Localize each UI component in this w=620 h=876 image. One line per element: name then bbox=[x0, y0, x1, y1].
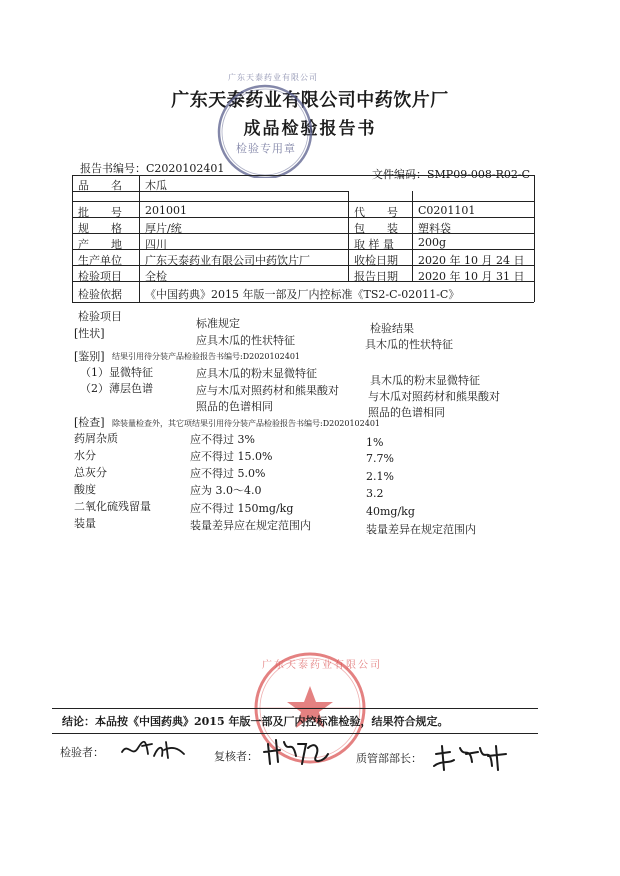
name-value: 木瓜 bbox=[145, 179, 167, 192]
micro-result: 具木瓜的粉末显微特征 bbox=[370, 374, 480, 387]
pack-value: 塑料袋 bbox=[418, 222, 451, 235]
spec-label: 规 格 bbox=[78, 222, 122, 235]
company-seal-text: 广东天泰药业有限公司 bbox=[262, 660, 382, 671]
pack-label: 包 装 bbox=[354, 222, 398, 235]
item-label: 检验项目 bbox=[78, 270, 122, 283]
reviewer-label: 复核者： bbox=[214, 750, 258, 763]
inspector-signature bbox=[118, 736, 188, 764]
row-1-std: 应不得过 15.0% bbox=[190, 450, 273, 463]
seal-bottom-text: 检验专用章 bbox=[236, 142, 296, 155]
row-2-std: 应不得过 5.0% bbox=[190, 467, 266, 480]
micro-label: （1）显微特征 bbox=[80, 366, 153, 379]
batch-value: 201001 bbox=[145, 204, 187, 217]
identification-label: [鉴别] bbox=[74, 350, 105, 363]
row-5-std: 装量差异应在规定范围内 bbox=[190, 519, 311, 532]
origin-label: 产 地 bbox=[78, 238, 122, 251]
character-result: 具木瓜的性状特征 bbox=[365, 338, 453, 351]
row-2-res: 2.1% bbox=[366, 470, 394, 483]
maker-label: 生产单位 bbox=[78, 254, 122, 267]
report-date-value: 2020 年 10 月 31 日 bbox=[418, 270, 525, 283]
origin-value: 四川 bbox=[145, 238, 167, 251]
row-5-item: 装量 bbox=[74, 517, 96, 530]
basis-value: 《中国药典》2015 年版一部及厂内控标准《TS2-C-02011-C》 bbox=[145, 288, 460, 301]
seal-top-text: 广东天泰药业有限公司 bbox=[228, 73, 318, 82]
check-note: 除装量检查外，其它项结果引用待分装产品检验报告书编号:D2020102401 bbox=[112, 419, 381, 428]
spec-value: 厚片/统 bbox=[145, 222, 182, 235]
row-0-std: 应不得过 3% bbox=[190, 433, 255, 446]
tlc-label: （2）薄层色谱 bbox=[80, 382, 153, 395]
check-label: [检查] bbox=[74, 416, 105, 429]
qa-label: 质管部部长： bbox=[356, 752, 422, 765]
row-5-res: 装量差异在规定范围内 bbox=[366, 523, 476, 536]
document-title: 成品检验报告书 bbox=[243, 119, 377, 139]
batch-label: 批 号 bbox=[78, 206, 122, 219]
row-4-res: 40mg/kg bbox=[366, 505, 415, 518]
row-3-std: 应为 3.0～4.0 bbox=[190, 484, 262, 497]
report-date-label: 报告日期 bbox=[354, 270, 398, 283]
code-value: C0201101 bbox=[418, 204, 476, 217]
tlc-result-1: 与木瓜对照药材和熊果酸对 bbox=[368, 390, 500, 403]
report-number: 报告书编号：C2020102401 bbox=[80, 162, 225, 175]
row-0-res: 1% bbox=[366, 436, 384, 449]
row-1-res: 7.7% bbox=[366, 452, 394, 465]
maker-value: 广东天泰药业有限公司中药饮片厂 bbox=[145, 254, 310, 267]
row-3-res: 3.2 bbox=[366, 487, 384, 500]
code-label: 代 号 bbox=[354, 206, 398, 219]
identification-note: 结果引用待分装产品检验报告书编号:D2020102401 bbox=[112, 352, 301, 361]
row-2-item: 总灰分 bbox=[74, 466, 107, 479]
basis-label: 检验依据 bbox=[78, 288, 122, 301]
inspector-label: 检验者： bbox=[60, 746, 104, 759]
col-standard-header: 标准规定 bbox=[196, 317, 240, 330]
company-title: 广东天泰药业有限公司中药饮片厂 bbox=[171, 90, 449, 111]
character-label: [性状] bbox=[74, 327, 105, 340]
name-label: 品 名 bbox=[78, 179, 122, 192]
row-4-item: 二氧化硫残留量 bbox=[74, 500, 151, 513]
tlc-standard-1: 应与木瓜对照药材和熊果酸对 bbox=[196, 384, 339, 397]
row-0-item: 药屑杂质 bbox=[74, 432, 118, 445]
col-item-header: 检验项目 bbox=[78, 310, 122, 323]
received-label: 收检日期 bbox=[354, 254, 398, 267]
conclusion: 结论：本品按《中国药典》2015 年版一部及厂内控标准检验，结果符合规定。 bbox=[62, 715, 449, 728]
reviewer-signature bbox=[262, 734, 334, 770]
tlc-standard-2: 照品的色谱相同 bbox=[196, 400, 273, 413]
file-code: 文件编码：SMP09-008-R02-C bbox=[372, 168, 531, 181]
item-value: 全检 bbox=[145, 270, 167, 283]
qa-signature bbox=[430, 740, 516, 776]
sample-value: 200g bbox=[418, 236, 447, 249]
row-3-item: 酸度 bbox=[74, 483, 96, 496]
tlc-result-2: 照品的色谱相同 bbox=[368, 406, 445, 419]
received-value: 2020 年 10 月 24 日 bbox=[418, 254, 525, 267]
micro-standard: 应具木瓜的粉末显微特征 bbox=[196, 367, 317, 380]
row-1-item: 水分 bbox=[74, 449, 96, 462]
row-4-std: 应不得过 150mg/kg bbox=[190, 502, 294, 515]
sample-label: 取 样 量 bbox=[354, 238, 394, 251]
character-standard: 应具木瓜的性状特征 bbox=[196, 334, 295, 347]
col-result-header: 检验结果 bbox=[370, 322, 414, 335]
